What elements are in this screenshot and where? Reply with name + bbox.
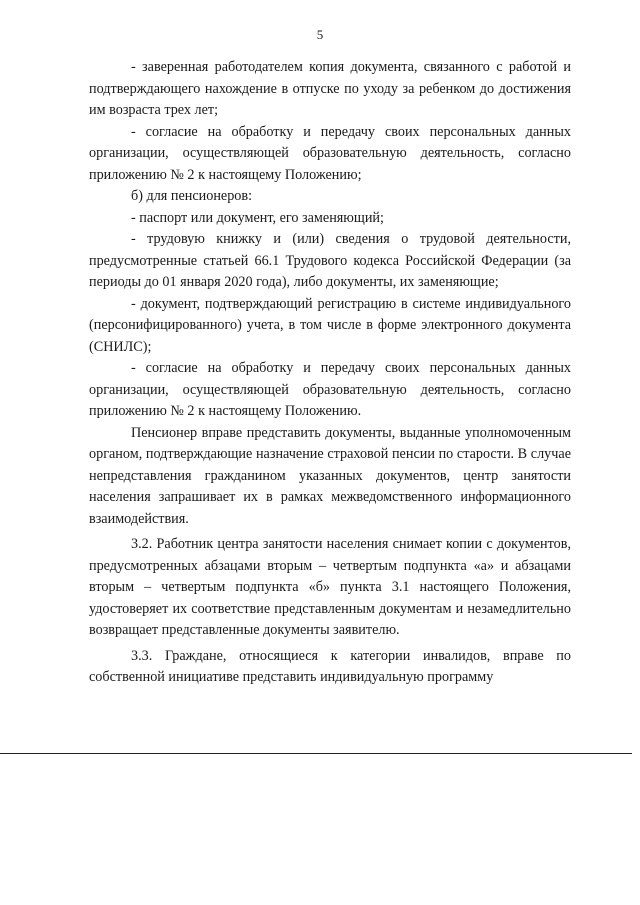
paragraph-pensioner-rights: Пенсионер вправе представить документы, выданные уполномоченным органом, подтверждающие назначение страховой пенсии по старости. В случае непредставления гражданином указанных документов, центр занятости населения запрашивает их в рамках межведомственного информационного взаимодействия. [89, 424, 571, 527]
page-number: 5 [316, 27, 324, 42]
paragraph-passport: - паспорт или документ, его заменяющий; [131, 209, 384, 226]
paragraph-pensioners-heading: б) для пенсионеров: [131, 188, 253, 204]
paragraph-consent-2: - согласие на обработку и передачу своих персональных данных организации, осуществляющей образовательную деятельность, согласно приложению № 2 к настоящему Положению. [89, 360, 571, 419]
document-body [89, 57, 571, 689]
paragraph-work-book: - трудовую книжку и (или) сведения о трудовой деятельности, предусмотренные статьей 66.1 Трудового кодекса Российской Федерации (за периоды до 01 января 2020 года), либо документы, их заменяющие; [89, 231, 571, 290]
paragraph-section-3-3: 3.3. Граждане, относящиеся к категории инвалидов, вправе по собственной инициативе представить индивидуальную программу [89, 647, 571, 685]
paragraph-section-3-2: 3.2. Работник центра занятости населения снимает копии с документов, предусмотренных абзацами вторым – четвертым подпункта «а» и абзацами вторым – четвертым подпункта «б» пункта 3.1 настоящего Положения, удостоверяет их соответствие представленным документам и незамедлительно возвращает представленные документы заявителю. [89, 536, 571, 638]
paragraph-employer-copy: - заверенная работодателем копия документа, связанного с работой и подтверждающего нахождение в отпуске по уходу за ребенком до достижения им возраста трех лет; [89, 59, 571, 118]
paragraph-consent-1: - согласие на обработку и передачу своих персональных данных организации, осуществляющей образовательную деятельность, согласно приложению № 2 к настоящему Положению; [89, 123, 571, 183]
page-bottom-divider [0, 753, 632, 754]
paragraph-snils: - документ, подтверждающий регистрацию в системе индивидуального (персонифицированного) учета, в том числе в форме электронного документа (СНИЛС); [89, 295, 571, 355]
